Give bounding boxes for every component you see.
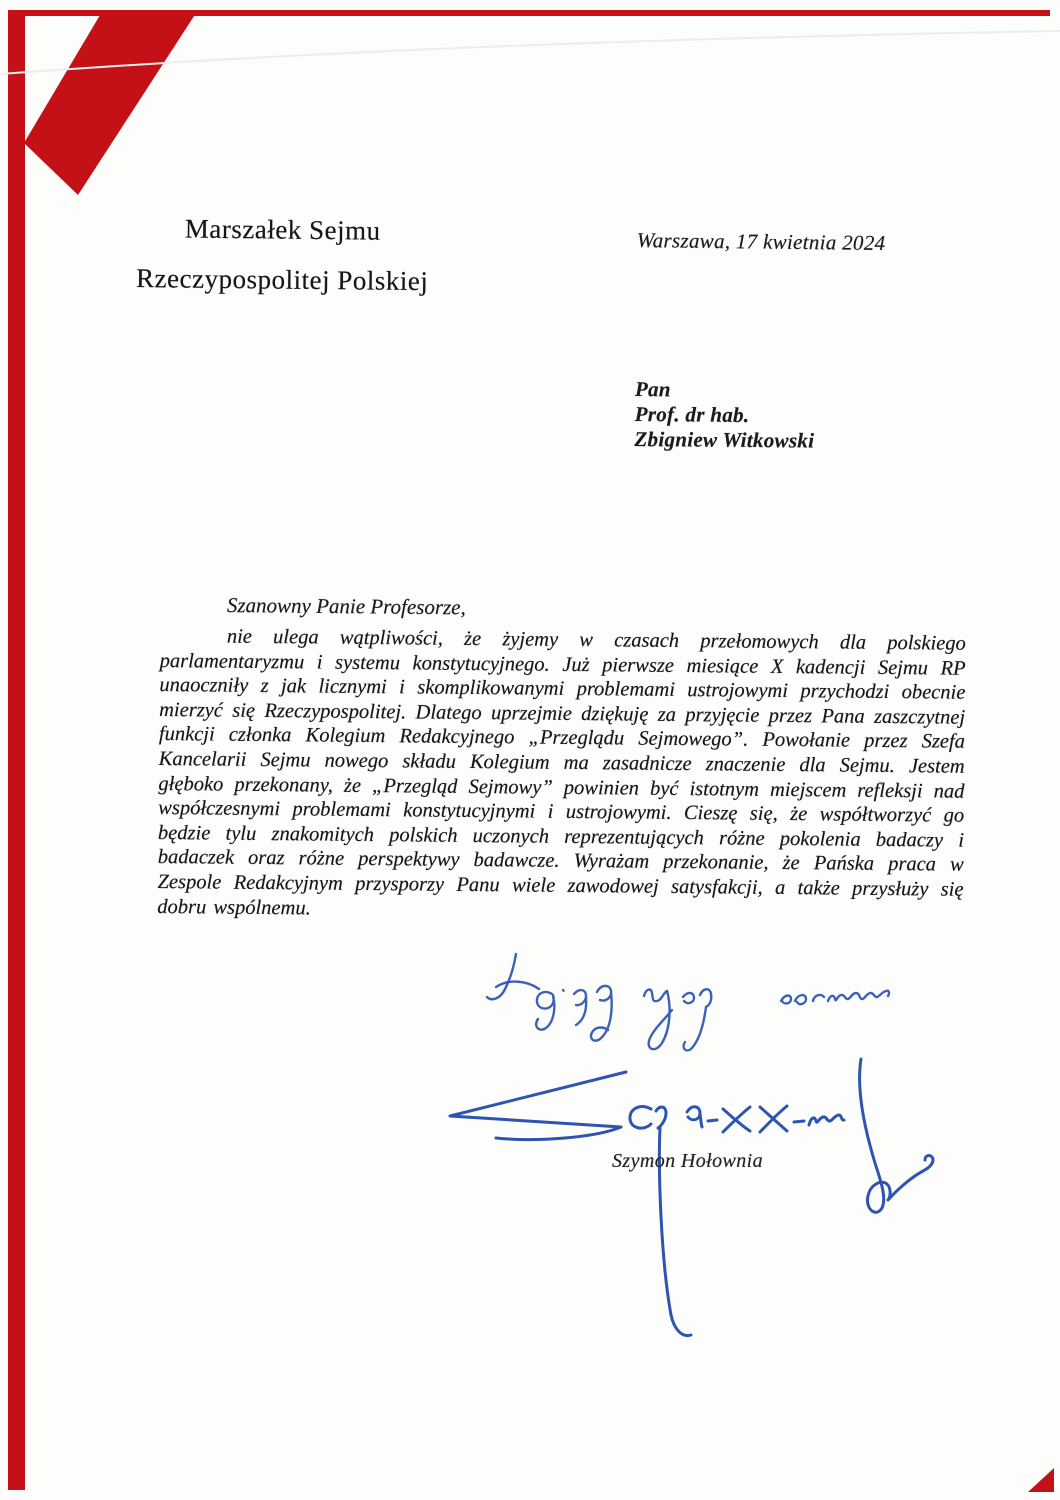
corner-ribbon xyxy=(0,0,220,210)
recipient-line3: Zbigniew Witkowski xyxy=(634,426,815,453)
letterhead-line1: Marszałek Sejmu xyxy=(184,213,381,246)
letterhead-line2: Rzeczypospolitej Polskiej xyxy=(135,263,429,297)
recipient-line2: Prof. dr hab. xyxy=(634,401,750,427)
letterhead xyxy=(131,203,434,306)
signed-name: Szymon Hołownia xyxy=(612,1150,763,1172)
corner-triangle xyxy=(1028,1468,1056,1494)
handwritten-note-strokes xyxy=(487,954,889,1050)
date-line: Warszawa, 17 kwietnia 2024 xyxy=(636,228,886,256)
frame-left-stripe xyxy=(8,10,25,1490)
signature-scribble-strokes xyxy=(450,1059,933,1336)
salutation: Szanowny Panie Profesorze, xyxy=(226,593,466,620)
recipient-line1: Pan xyxy=(634,377,671,402)
recipient-block xyxy=(634,377,815,454)
body-paragraph: nie ulega wątpliwości, że żyjemy w czasach przełomowych dla polskiego parlamentaryzmu i systemu konstytucyjnego. Już pierwsze miesiące X kadencji Sejmu RP unaoczniły z jak licznymi i skomplikowanymi problemami ustrojowymi przychodzi obecnie mierzyć się Rzeczypospolitej. Dlatego uprzejmie dziękuję za przyjęcie przez Pana zaszczytnej funkcji członka Kolegium Redakcyjnego „Przeglądu Sejmowego”. Powołanie przez Szefa Kancelarii Sejmu nowego składu Kolegium ma zasadnicze znaczenie dla Sejmu. Jestem głęboko przekonany, że „Przegląd Sejmowy” powinien być istotnym miejscem refleksji nad współczesnymi problemami konstytucyjnymi i ustrojowymi. Cieszę się, że współtworzyć go będzie tylu znakomitych polskich uczonych reprezentujących różne pokolenia badaczy i badaczek oraz różne perspektywy badawcze. Wyrażam przekonanie, że Pańska praca w Zespole Redakcyjnym przysporzy Panu wiele zawodowej satysfakcji, a także przysłuży się dobru wspólnemu. xyxy=(157,625,966,919)
